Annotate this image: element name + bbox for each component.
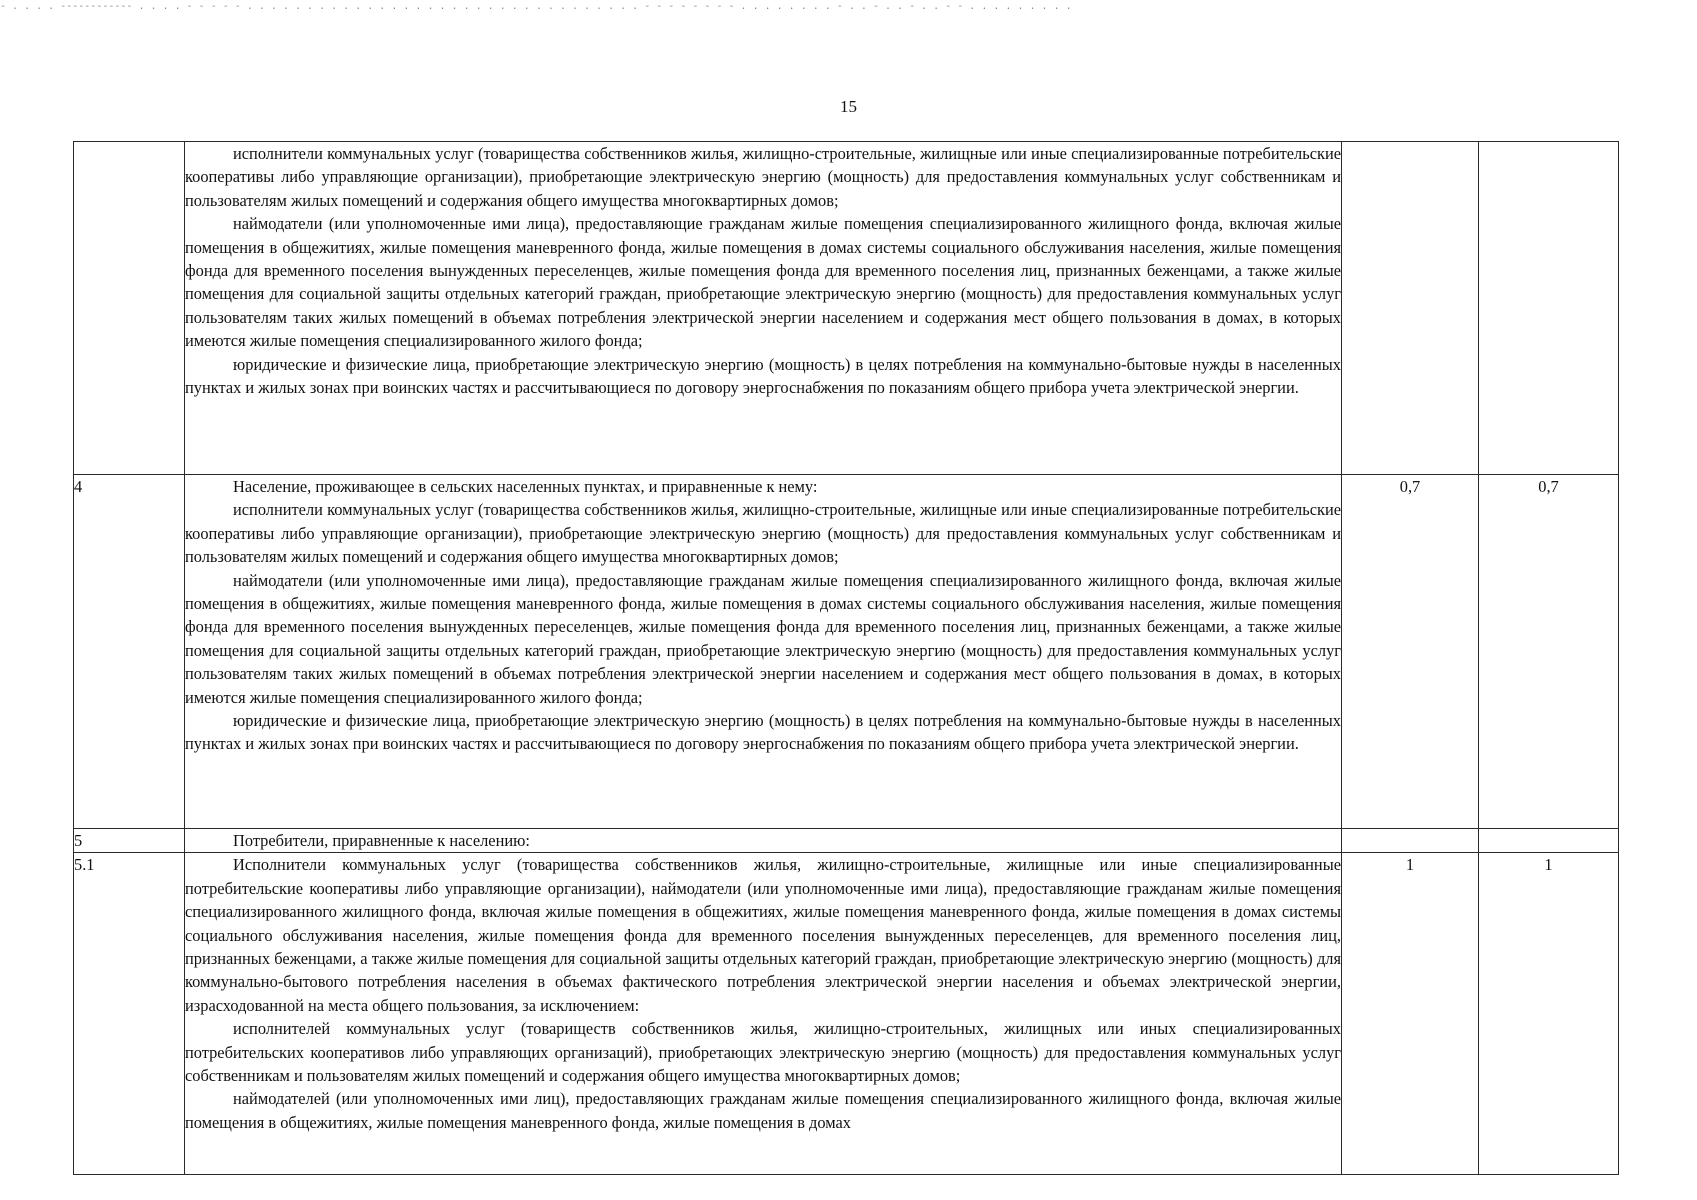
row-paragraph: исполнителей коммунальных услуг (товариществ собственников жилья, жилищно-строительных, жилищных или иных специализированных потребительских кооперативов либо управляющих организаций), приобретающих электрическую энергию (мощность) для предоставления коммунальных услуг собственникам и пользователям жилых помещений и содержания общего имущества многоквартирных домов;: [185, 1019, 1341, 1086]
row-description-cell: [185, 853, 1342, 1175]
tariff-value-2-cell: 1: [1479, 853, 1619, 1175]
scan-edge-artifact: - . . . . ------------ . . . . - - - - - . . . . . . . . . . . . . . . . . . . . . . . . . . . . . . . . . - - - - - - - - . . . . . . . . - . . - . . - . . - - . . . . . . . . .: [0, 1, 1072, 12]
row-paragraph: наймодателей (или уполномоченных ими лиц), предоставляющих гражданам жилые помещения специализированного жилищного фонда, включая жилые помещения в общежитиях, жилые помещения маневренного фонда, жилые помещения в домах: [185, 1089, 1341, 1132]
tariff-value-1-cell: 0,7: [1342, 475, 1479, 829]
tariff-table: [73, 141, 1619, 1175]
row-paragraph: исполнители коммунальных услуг (товарищества собственников жилья, жилищно-строительные, жилищные или иные специализированные потребительские кооперативы либо управляющие организации), приобретающие электрическую энергию (мощность) для предоставления коммунальных услуг собственникам и пользователям жилых помещений и содержания общего имущества многоквартирных домов;: [185, 144, 1341, 210]
row-description-cell: [185, 829, 1342, 853]
row-paragraph: Исполнители коммунальных услуг (товарищества собственников жилья, жилищно-строительные, жилищные или иные специализированные потребительские кооперативы либо управляющие организации), наймодатели (или уполномоченные ими лица), предоставляющие гражданам жилые помещения специализированного жилищного фонда, включая жилые помещения в общежитиях, жилые помещения маневренного фонда, жилые помещения в домах системы социального обслуживания населения, жилые помещения фонда для временного поселения вынужденных переселенцев, для временного поселения лиц, признанных беженцами, а также жилые помещения для социальной защиты отдельных категорий граждан, приобретающие электрическую энергию (мощность) для коммунально-бытового потребления населения в объемах фактического потребления электрической энергии населения и объемах электрической энергии, израсходованной на места общего пользования, за исключением:: [185, 855, 1341, 1015]
row-paragraph: Население, проживающее в сельских населенных пунктах, и приравненные к нему:: [233, 477, 818, 496]
row-paragraph: исполнители коммунальных услуг (товарищества собственников жилья, жилищно-строительные, жилищные или иные специализированные потребительские кооперативы либо управляющие организации), приобретающие электрическую энергию (мощность) для предоставления коммунальных услуг собственникам и пользователям жилых помещений и содержания общего имущества многоквартирных домов;: [185, 500, 1341, 567]
row-paragraph: наймодатели (или уполномоченные ими лица), предоставляющие гражданам жилые помещения специализированного жилищного фонда, включая жилые помещения в общежитиях, жилые помещения маневренного фонда, жилые помещения в домах системы социального обслуживания населения, жилые помещения фонда для временного поселения вынужденных переселенцев, жилые помещения фонда для временного поселения лиц, признанных беженцами, а также жилые помещения для социальной защиты отдельных категорий граждан, приобретающие электрическую энергию (мощность) для предоставления коммунальных услуг пользователям таких жилых помещений в объемах потребления электрической энергии населением и содержания мест общего пользования в домах, в которых имеются жилые помещения специализированного жилого фонда;: [185, 214, 1341, 351]
tariff-value-2-cell: [1479, 829, 1619, 853]
row-paragraph: наймодатели (или уполномоченные ими лица), предоставляющие гражданам жилые помещения специализированного жилищного фонда, включая жилые помещения в общежитиях, жилые помещения маневренного фонда, жилые помещения в домах системы социального обслуживания населения, жилые помещения фонда для временного поселения вынужденных переселенцев, жилые помещения фонда для временного поселения лиц, признанных беженцами, а также жилые помещения для социальной защиты отдельных категорий граждан, приобретающие электрическую энергию (мощность) для предоставления коммунальных услуг пользователям таких жилых помещений в объемах потребления электрической энергии населением и содержания мест общего пользования в домах, в которых имеются жилые помещения специализированного жилого фонда;: [185, 570, 1341, 707]
row-paragraph: юридические и физические лица, приобретающие электрическую энергию (мощность) в целях потребления на коммунально-бытовые нужды в населенных пунктах и жилых зонах при воинских частях и рассчитывающиеся по договору энергоснабжения по показаниям общего прибора учета электрической энергии.: [185, 354, 1341, 398]
page-number: 15: [840, 97, 857, 116]
tariff-value-2-cell: 0,7: [1479, 475, 1619, 829]
row-number-cell: [74, 142, 185, 475]
tariff-value-1-cell: 1: [1342, 853, 1479, 1175]
row-number-cell: 4: [74, 475, 185, 829]
row-paragraph: Потребители, приравненные к населению:: [233, 831, 530, 850]
table-row: [74, 853, 1619, 1175]
tariff-value-2-cell: [1479, 142, 1619, 475]
row-number-cell: 5.1: [74, 853, 185, 1175]
table-row: [74, 475, 1619, 829]
row-paragraph: юридические и физические лица, приобретающие электрическую энергию (мощность) в целях потребления на коммунально-бытовые нужды в населенных пунктах и жилых зонах при воинских частях и рассчитывающиеся по договору энергоснабжения по показаниям общего прибора учета электрической энергии.: [185, 711, 1341, 754]
row-description-cell: [185, 475, 1342, 829]
table-row: [74, 829, 1619, 853]
row-description-cell: [185, 142, 1342, 475]
tariff-value-1-cell: [1342, 142, 1479, 475]
table-row: [74, 142, 1619, 475]
tariff-value-1-cell: [1342, 829, 1479, 853]
row-number-cell: 5: [74, 829, 185, 853]
